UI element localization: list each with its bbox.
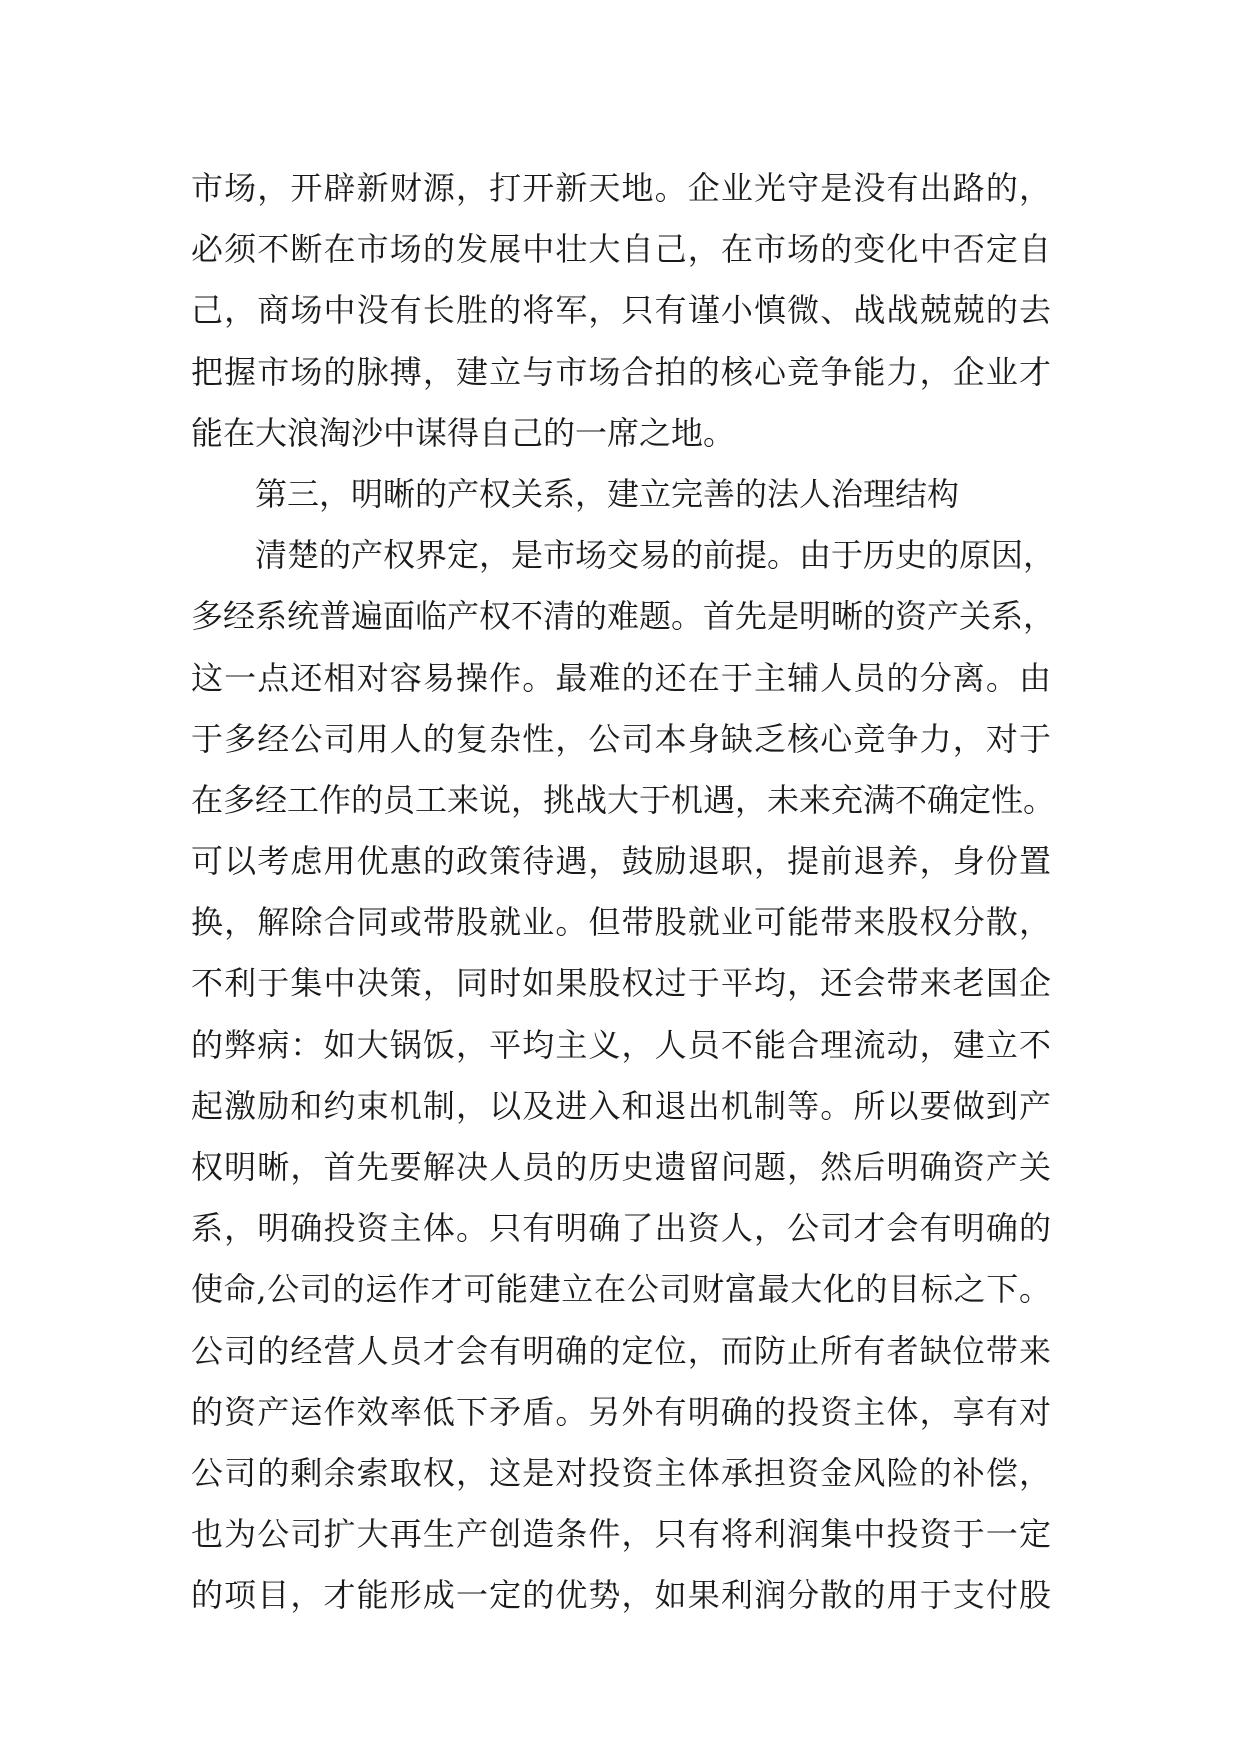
text-line: 这一点还相对容易操作。最难的还在于主辅人员的分离。由 xyxy=(191,658,1051,697)
paragraph-first-line: 清楚的产权界定，是市场交易的前提。由于历史的原因， xyxy=(255,536,1056,575)
text-line: 于多经公司用人的复杂性，公司本身缺乏核心竞争力，对于 xyxy=(191,719,1051,758)
text-line: 把握市场的脉搏，建立与市场合拍的核心竞争能力，企业才 xyxy=(191,352,1051,391)
text-line: 的弊病：如大锅饭，平均主义，人员不能合理流动，建立不 xyxy=(191,1025,1051,1064)
text-line: 多经系统普遍面临产权不清的难题。首先是明晰的资产关系， xyxy=(191,597,1056,636)
text-line: 使命,公司的运作才可能建立在公司财富最大化的目标之下。 xyxy=(191,1270,1051,1309)
text-line: 也为公司扩大再生产创造条件，只有将利润集中投资于一定 xyxy=(191,1515,1051,1554)
text-line: 系，明确投资主体。只有明确了出资人，公司才会有明确的 xyxy=(191,1209,1051,1248)
text-line: 的资产运作效率低下矛盾。另外有明确的投资主体，享有对 xyxy=(191,1392,1051,1431)
text-line: 公司的剩余索取权，这是对投资主体承担资金风险的补偿， xyxy=(191,1453,1051,1492)
text-line: 能在大浪淘沙中谋得自己的一席之地。 xyxy=(191,413,736,452)
text-line: 在多经工作的员工来说，挑战大于机遇，未来充满不确定性。 xyxy=(191,780,1056,819)
section-heading: 第三，明晰的产权关系，建立完善的法人治理结构 xyxy=(255,474,960,513)
text-line: 权明晰，首先要解决人员的历史遗留问题，然后明确资产关 xyxy=(191,1148,1051,1186)
text-line: 可以考虑用优惠的政策待遇，鼓励退职，提前退养，身份置 xyxy=(191,842,1051,881)
text-line: 不利于集中决策，同时如果股权过于平均，还会带来老国企 xyxy=(191,964,1051,1003)
text-line: 市场，开辟新财源，打开新天地。企业光守是没有出路的， xyxy=(191,169,1051,207)
text-line: 公司的经营人员才会有明确的定位，而防止所有者缺位带来 xyxy=(191,1331,1051,1370)
text-line: 换，解除合同或带股就业。但带股就业可能带来股权分散， xyxy=(191,903,1051,942)
text-line: 起激励和约束机制，以及进入和退出机制等。所以要做到产 xyxy=(191,1086,1051,1125)
text-line: 必须不断在市场的发展中壮大自己，在市场的变化中否定自 xyxy=(191,230,1051,269)
document-body xyxy=(191,158,1056,1627)
text-line: 己，商场中没有长胜的将军，只有谨小慎微、战战兢兢的去 xyxy=(191,291,1051,330)
text-line: 的项目，才能形成一定的优势，如果利润分散的用于支付股 xyxy=(191,1576,1051,1615)
